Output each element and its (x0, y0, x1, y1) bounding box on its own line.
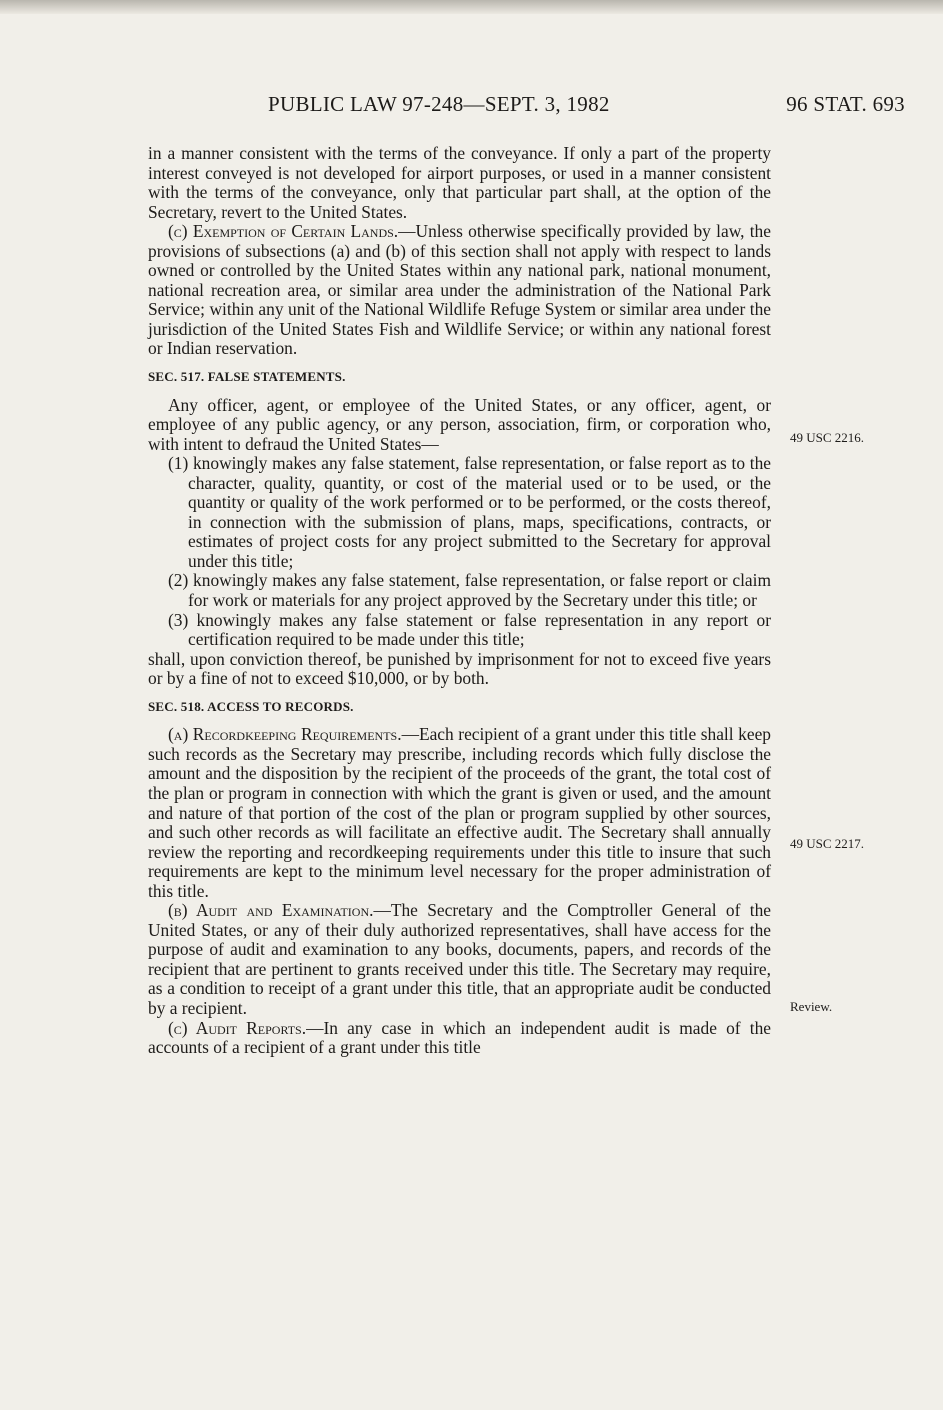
subsection-heading: (c) Audit Reports. (168, 1017, 307, 1038)
subsection-text: —Unless otherwise specifically provided by law, the provisions of subsections (a) and (b) of this section shall not apply with respect to lands owned or controlled by the United States within any national park, national monument, national recreation area, or similar area under the administration of the National Park Service; within any unit of the National Wildlife Refuge System or similar area under the jurisdiction of the United States Fish and Wildlife Service; or within any national forest or Indian reservation. (148, 221, 771, 359)
subsection-b-audit (148, 901, 771, 1018)
section-517-item-2: (2) knowingly makes any false statement, false representation, or false report or claim for work or materials for any project approved by the Secretary under this title; or (168, 570, 771, 611)
section-517-lead: Any officer, agent, or employee of the United States, or any officer, agent, or employee of any public agency, or any person, association, firm, or corporation who, with intent to defraud the United States— (148, 394, 771, 454)
subsection-a-recordkeeping (148, 725, 771, 901)
body-text-column (148, 144, 771, 1058)
statute-page-number: 96 STAT. 693 (786, 92, 905, 116)
subsection-heading: (b) Audit and Examination. (168, 900, 374, 921)
section-517-item-3: (3) knowingly makes any false statement or false representation in any report or certification required to be made under this title; (168, 609, 771, 650)
running-head: PUBLIC LAW 97-248—SEPT. 3, 1982 (268, 92, 610, 116)
intro-paragraph: in a manner consistent with the terms of the conveyance. If only a part of the property interest conveyed is not developed for airport purposes, or used in a manner consistent with the terms of the conveyance, only that particular part shall, at the option of the Secretary, revert to the United States. (148, 143, 771, 222)
subsection-text: —In any case in which an independent audit is made of the accounts of a recipient of a grant under this title (148, 1017, 771, 1058)
section-517-item-1: (1) knowingly makes any false statement, false representation, or false report as to the character, quality, quantity, or cost of the material used or to be used, or the quantity or quality of the work performed or to be performed, or the costs thereof, in connection with the submission of plans, maps, specifications, contracts, or estimates of project costs for any project submitted to the Secretary for approval under this title; (168, 453, 771, 571)
margin-note-49-usc-2216: 49 USC 2216. (790, 430, 865, 445)
section-517-heading: SEC. 517. FALSE STATEMENTS. (148, 369, 346, 385)
margin-note-49-usc-2217: 49 USC 2217. (790, 836, 865, 851)
subsection-c-exemption (148, 222, 771, 359)
section-517-penalty: shall, upon conviction thereof, be punished by imprisonment for not to exceed five years or by a fine of not to exceed $10,000, or by both. (148, 648, 771, 689)
subsection-heading: (a) Recordkeeping Requirements. (168, 724, 402, 745)
subsection-heading: (c) Exemption of Certain Lands. (168, 221, 399, 242)
subsection-text: —Each recipient of a grant under this title shall keep such records as the Secretary may prescribe, including records which fully disclose the amount and the disposition by the recipient of the proceeds of the grant, the total cost of the plan or program in connection with which the grant is given or used, and the amount and nature of that portion of the cost of the plan or program supplied by other sources, and such other records as will facilitate an effective audit. The Secretary shall annually review the reporting and recordkeeping requirements under this title to insure that such requirements are kept to the minimum level necessary for the proper administration of this title. (148, 724, 771, 901)
subsection-c-audit-reports (148, 1019, 771, 1058)
scan-top-edge (0, 0, 943, 14)
subsection-text: —The Secretary and the Comptroller General of the United States, or any of their duly authorized representatives, shall have access for the purpose of audit and examination to any books, documents, papers, and records of the recipient that are pertinent to grants received under this title. The Secretary may require, as a condition to receipt of a grant under this title, that an appropriate audit be conducted by a recipient. (148, 900, 771, 1018)
margin-note-review: Review. (790, 999, 833, 1014)
section-518-heading: SEC. 518. ACCESS TO RECORDS. (148, 698, 354, 714)
page-header (0, 92, 943, 120)
